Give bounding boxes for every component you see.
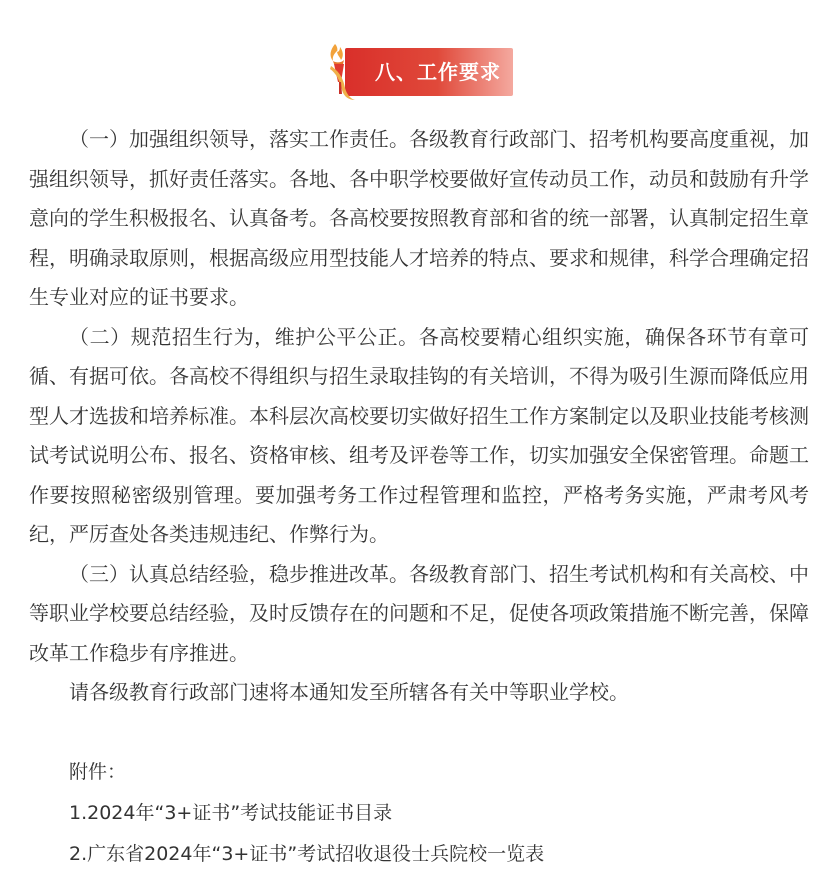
section-title: 八、工作要求 (375, 60, 501, 84)
blank-line (29, 713, 809, 752)
section-banner (345, 48, 513, 96)
document-body (29, 120, 809, 875)
paragraph-2: （二）规范招生行为，维护公平公正。各高校要精心组织实施，确保各环节有章可循、有据可依。各高校不得组织与招生录取挂钩的有关培训，不得为吸引生源而降低应用型人才选拔和培养标准。本科层次高校要切实做好招生工作方案制定以及职业技能考核测试考试说明公布、报名、资格审核、组考及评卷等工作，切实加强安全保密管理。命题工作要按照秘密级别管理。要加强考务工作过程管理和监控，严格考务实施，严肃考风考纪，严厉查处各类违规违纪、作弊行为。 (29, 324, 809, 546)
closing-paragraph: 请各级教育行政部门速将本通知发至所辖各有关中等职业学校。 (69, 680, 629, 704)
paragraph-3: （三）认真总结经验，稳步推进改革。各级教育部门、招生考试机构和有关高校、中等职业学校要总结经验，及时反馈存在的问题和不足，促使各项政策措施不断完善，保障改革工作稳步有序推进。 (29, 561, 809, 665)
attachments-label: 附件： (69, 760, 127, 783)
section-heading (327, 42, 517, 102)
paragraph-1: （一）加强组织领导，落实工作责任。各级教育行政部门、招考机构要高度重视，加强组织领导，抓好责任落实。各地、各中职学校要做好宣传动员工作，动员和鼓励有升学意向的学生积极报名、认真备考。各高校要按照教育部和省的统一部署，认真制定招生章程，明确录取原则，根据高级应用型技能人才培养的特点、要求和规律，科学合理确定招生专业对应的证书要求。 (29, 127, 809, 309)
attachment-item-2: 2.广东省2024年“3+证书”考试招收退役士兵院校一览表 (69, 842, 545, 865)
attachment-item-1: 1.2024年“3+证书”考试技能证书目录 (69, 801, 393, 824)
torch-icon (327, 42, 357, 102)
